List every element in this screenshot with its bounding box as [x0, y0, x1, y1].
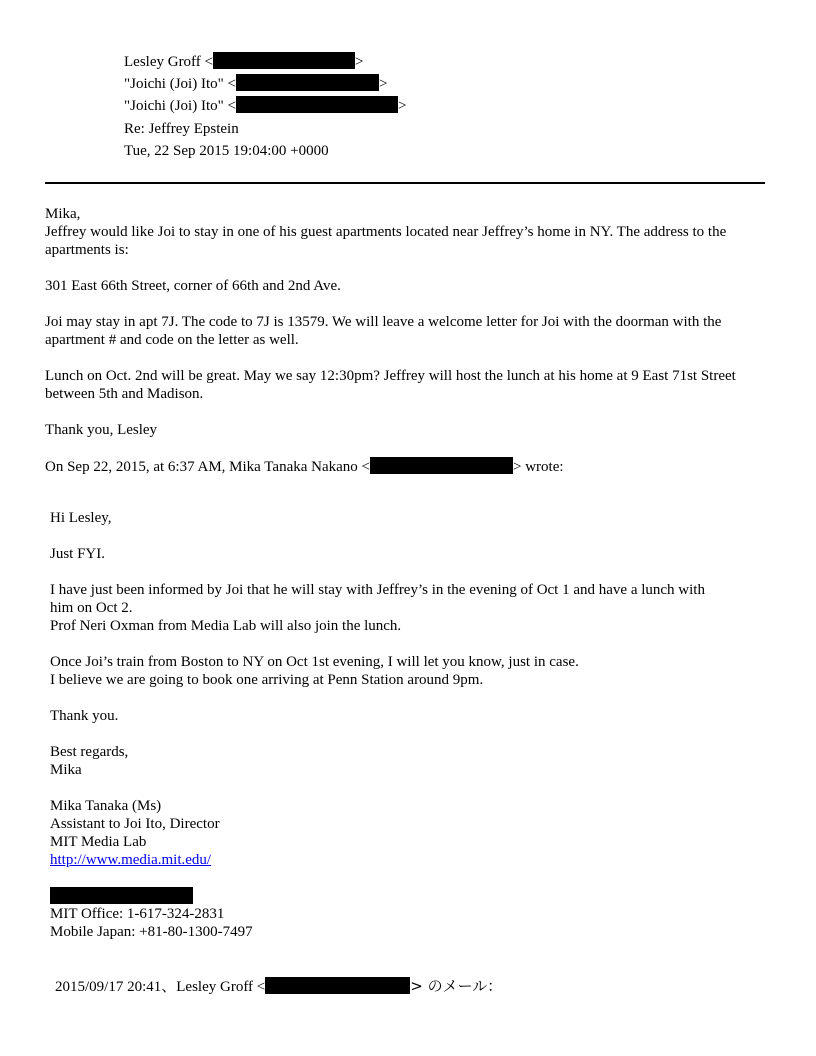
redaction-box	[50, 887, 193, 904]
to-name: "Joichi (Joi) Ito" <	[124, 76, 236, 92]
quoted-name: Mika	[50, 762, 82, 778]
signature-url-row	[50, 851, 770, 869]
reply-address: 301 East 66th Street, corner of 66th and 2nd Ave.	[45, 278, 341, 294]
reply-paragraph-2: Joi may stay in apt 7J. The code to 7J is 13579. We will leave a welcome letter for Joi with the doorman with the apartment # and code on the letter as well.	[45, 314, 722, 348]
quoted-p1-line2: him on Oct 2.	[50, 600, 133, 616]
redaction-box	[236, 96, 398, 113]
quoted-regards: Best regards,	[50, 744, 129, 760]
cc-value	[124, 96, 406, 116]
reply-paragraph-1: Jeffrey would like Joi to stay in one of his guest apartments located near Jeffrey’s home in NY. The address to the apartments is:	[45, 224, 727, 258]
redaction-box	[265, 977, 410, 994]
signature-mobile-phone: Mobile Japan: +81-80-1300-7497	[50, 924, 253, 940]
from-name: Lesley Groff <	[124, 54, 213, 70]
reply-attribution	[45, 457, 765, 476]
date-value: Tue, 22 Sep 2015 19:04:00 +0000	[124, 143, 329, 159]
quoted-p2-line2: I believe we are going to book one arriving at Penn Station around 9pm.	[50, 672, 484, 688]
subject-value: Re: Jeffrey Epstein	[124, 121, 239, 137]
redaction-box	[236, 74, 379, 91]
header-divider	[45, 182, 765, 184]
redaction-box	[370, 457, 513, 474]
from-value	[124, 52, 363, 72]
from-close: >	[355, 54, 364, 70]
signature-title: Assistant to Joi Ito, Director	[50, 816, 220, 832]
cc-close: >	[397, 98, 407, 114]
earlier-attribution-text: 2015/09/17 20:41、Lesley Groff <	[55, 979, 266, 995]
earlier-message-attribution	[55, 977, 775, 996]
quoted-greeting: Hi Lesley,	[50, 510, 112, 526]
quoted-p1-line1: I have just been informed by Joi that he will stay with Jeffrey’s in the evening of Oct 1 and have a lunch with	[50, 582, 705, 598]
earlier-attribution-suffix: > のメール：	[410, 977, 503, 995]
quoted-thanks: Thank you.	[50, 708, 119, 724]
to-value	[124, 74, 387, 94]
quoted-p2-line1: Once Joi’s train from Boston to NY on Oct 1st evening, I will let you know, just in case.	[50, 654, 579, 670]
signature-name: Mika Tanaka (Ms)	[50, 798, 162, 814]
cc-name: "Joichi (Joi) Ito" <	[124, 98, 236, 114]
reply-greeting: Mika,	[45, 206, 81, 222]
attribution-text: On Sep 22, 2015, at 6:37 AM, Mika Tanaka Nakano <	[45, 459, 371, 475]
signature-office-phone: MIT Office: 1-617-324-2831	[50, 906, 225, 922]
quoted-fyi: Just FYI.	[50, 546, 106, 562]
quoted-p1-line3: Prof Neri Oxman from Media Lab will also join the lunch.	[50, 618, 402, 634]
reply-paragraph-3: Lunch on Oct. 2nd will be great. May we say 12:30pm? Jeffrey will host the lunch at his home at 9 East 71st Street between 5th and Madison.	[45, 368, 736, 402]
redaction-box	[213, 52, 355, 69]
to-close: >	[378, 76, 388, 92]
signature-url-link[interactable]: http://www.media.mit.edu/	[50, 852, 212, 868]
attribution-suffix: > wrote:	[513, 459, 564, 475]
signature-redaction-row	[50, 887, 770, 906]
signature-org: MIT Media Lab	[50, 834, 147, 850]
reply-signoff: Thank you, Lesley	[45, 422, 158, 438]
